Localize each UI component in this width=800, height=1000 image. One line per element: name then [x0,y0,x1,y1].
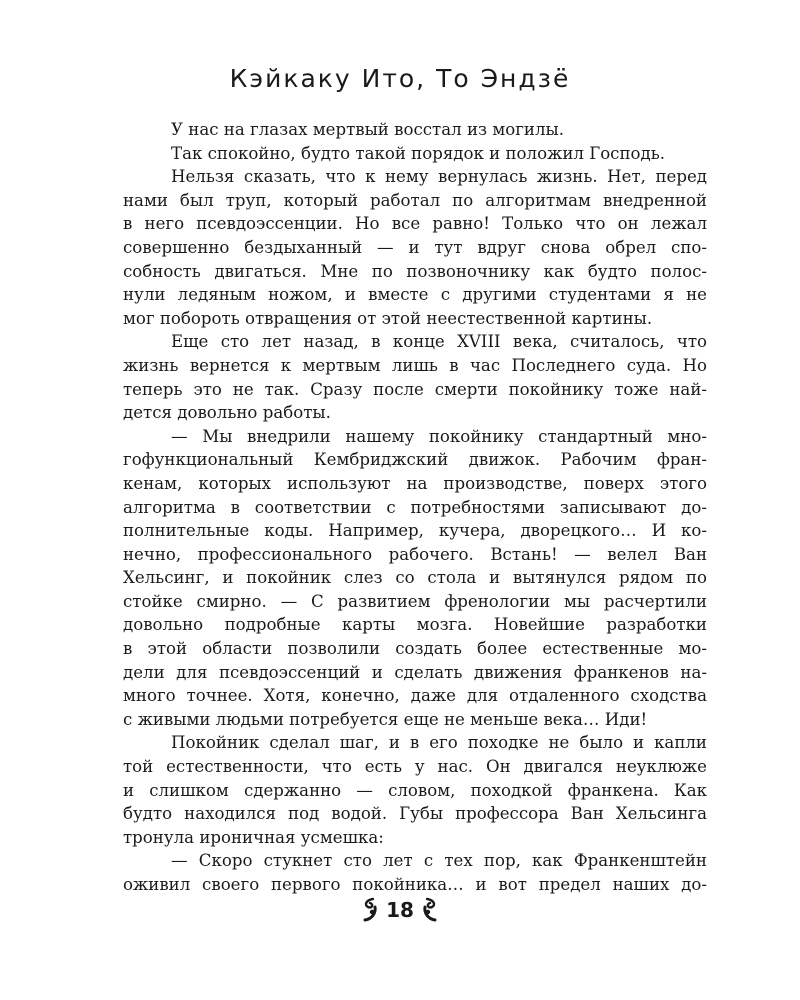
text-line: Так спокойно, будто такой порядок и положил Господь. [171,143,666,163]
running-head-title: Кэйкаку Ито, То Эндзё [229,64,571,93]
text-line: нечно, профессионального рабочего. Встань! — велел Ван [123,544,707,564]
text-line: — Мы внедрили нашему покойнику стандартный мно- [171,426,707,446]
text-line: полнительные коды. Например, кучера, дворецкого… И ко- [123,521,707,541]
text-line: той естественности, что есть у нас. Он двигался неуклюже [123,757,707,777]
text-line: теперь это не так. Сразу после смерти покойнику тоже най- [123,379,707,399]
right-ornament-icon [420,895,440,925]
text-line: — Скоро стукнет сто лет с тех пор, как Франкенштейн [171,851,707,871]
text-line: Покойник сделал шаг, и в его походке не было и капли [171,733,707,753]
page-number: 18 [386,898,414,922]
text-line: совершенно бездыханный — и тут вдруг снова обрел спо- [123,237,707,257]
text-line: и слишком сдержанно — словом, походкой франкена. Как [123,780,707,800]
text-line: с живыми людьми потребуется еще не меньше века… Иди! [123,709,648,729]
text-line: кенам, которых используют на производстве, поверх этого [123,473,707,493]
text-line: тронула ироничная усмешка: [123,827,384,847]
text-line: будто находился под водой. Губы профессора Ван Хельсинга [123,804,707,824]
text-line: оживил своего первого покойника… и вот предел наших до- [123,875,707,894]
text-line: дется довольно работы. [123,403,331,423]
text-line: в него псевдоэссенции. Но все равно! Только что он лежал [123,214,707,234]
text-line: алгоритма в соответствии с потребностями записывают до- [123,497,707,517]
body-text [123,118,707,897]
text-line: гофункциональный Кембриджский движок. Рабочим фран- [123,450,707,470]
text-line: в этой области позволили создать более естественные мо- [123,639,707,659]
text-line: Еще сто лет назад, в конце XVIII века, считалось, что [171,332,707,352]
text-line: дели для псевдоэссенций и сделать движения франкенов на- [123,662,707,682]
text-line: нами был труп, который работал по алгоритмам внедренной [123,190,707,210]
text-line: Нельзя сказать, что к нему вернулась жизнь. Нет, перед [171,167,707,187]
text-line: У нас на глазах мертвый восстал из могилы. [171,120,564,139]
text-line: стойке смирно. — С развитием френологии мы расчертили [123,591,707,611]
text-line: Хельсинг, и покойник слез со стола и вытянулся рядом по [123,568,707,588]
text-line: жизнь вернется к мертвым лишь в час Последнего суда. Но [123,355,707,375]
text-line: много точнее. Хотя, конечно, даже для отдаленного сходства [123,686,707,706]
text-line: мог побороть отвращения от этой неестественной картины. [123,308,653,328]
left-ornament-icon [360,895,380,925]
text-line: довольно подробные карты мозга. Новейшие разработки [123,615,707,635]
text-line: собность двигаться. Мне по позвоночнику как будто полос- [123,261,707,281]
text-line: нули ледяным ножом, и вместе с другими студентами я не [123,285,707,305]
page-folio [0,895,800,925]
